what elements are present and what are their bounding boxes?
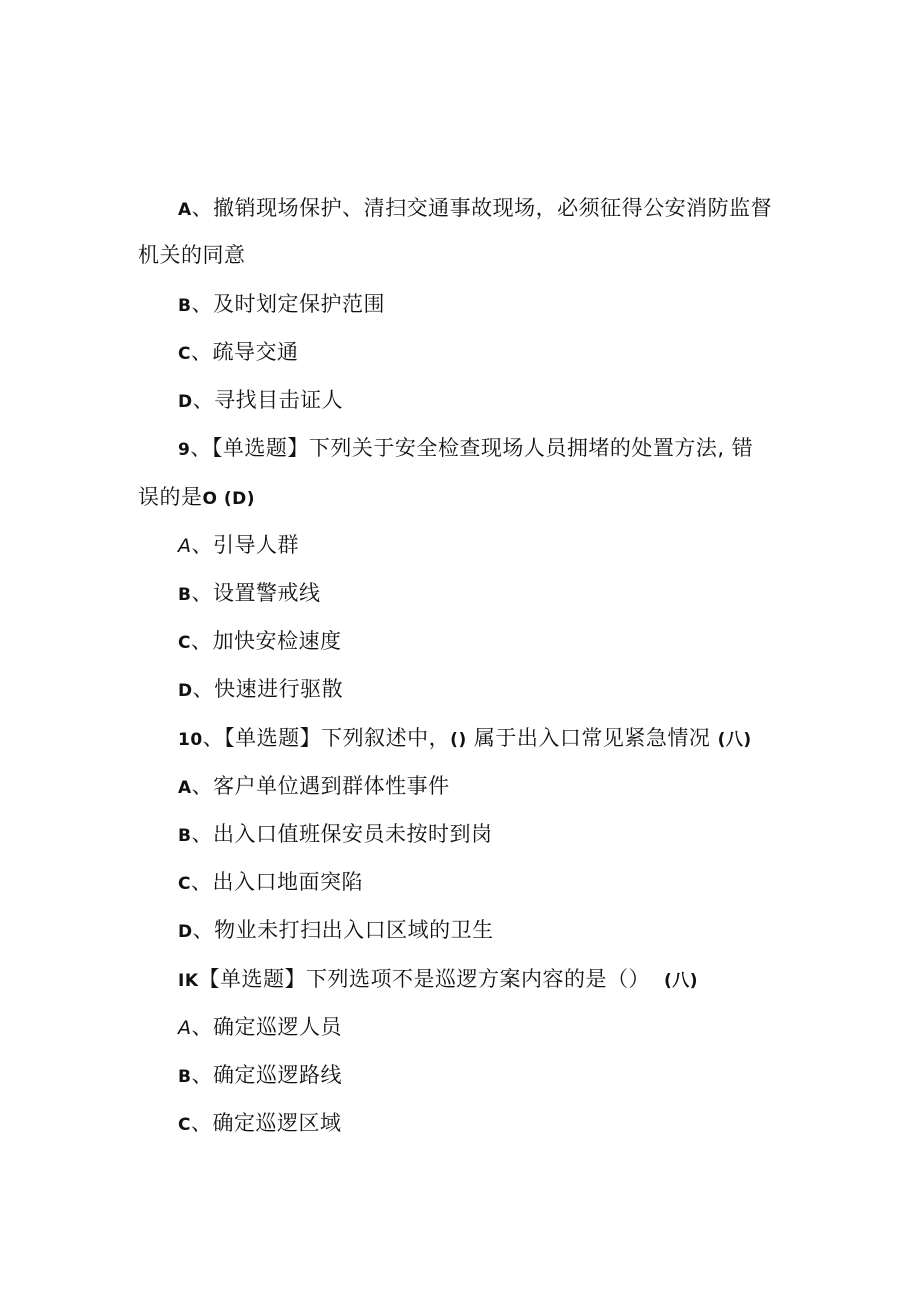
option-text: 确定巡逻路线 (212, 1063, 342, 1087)
separator: 、 (191, 822, 213, 846)
answer-marker: O (D) (202, 489, 256, 509)
option-line-a (178, 1013, 342, 1042)
question-text: 【单选题】下列关于安全检查现场人员拥堵的处置方法, 错 (211, 436, 754, 460)
option-line-d (178, 386, 343, 416)
option-text: 客户单位遇到群体性事件 (213, 774, 450, 798)
answer-marker: (八) (717, 730, 752, 750)
option-text: 出入口值班保安员未按时到岗 (212, 822, 493, 846)
option-line-c (178, 338, 298, 368)
option-text: 机关的同意 (138, 243, 246, 267)
question-text: 误的是 (138, 485, 203, 509)
question-text: 【单选题】下列叙述中， (224, 726, 451, 750)
option-line-a (178, 531, 299, 560)
option-label: B (178, 296, 192, 316)
option-text: 出入口地面突陷 (212, 870, 363, 894)
separator: 、 (191, 292, 213, 316)
question-number: 9 (178, 440, 191, 460)
option-label: D (178, 922, 193, 942)
separator: 、 (192, 918, 215, 942)
option-line-c (178, 627, 341, 657)
option-label: B (178, 826, 192, 846)
option-text: 撤销现场保护、清扫交通事故现场，必须征得公安消防监督 (213, 196, 773, 220)
option-line-b (178, 290, 385, 320)
option-text: 加快安检速度 (212, 629, 342, 653)
separator: 、 (191, 1063, 213, 1087)
answer-marker: (八) (664, 971, 699, 991)
separator: 、 (190, 1111, 213, 1135)
option-text: 物业未打扫出入口区域的卫生 (214, 918, 494, 942)
continuation-line (138, 483, 255, 513)
separator: 、 (191, 774, 214, 798)
separator: 、 (191, 581, 213, 605)
separator: 、 (191, 533, 213, 557)
option-line-a (178, 772, 450, 802)
separator: 、 (192, 677, 215, 701)
question-text: 属于出入口常见紧急情况 (466, 726, 718, 750)
option-label: A (178, 1017, 192, 1039)
option-text: 快速进行驱散 (214, 677, 344, 701)
blank-marker: () (450, 730, 467, 750)
option-text: 及时划定保护范围 (212, 292, 385, 316)
option-line-d (178, 675, 343, 705)
question-9 (178, 434, 753, 464)
option-text: 确定巡逻人员 (213, 1015, 342, 1039)
separator: 、 (202, 726, 225, 750)
option-label: C (178, 1115, 191, 1135)
option-text: 确定巡逻区域 (212, 1111, 342, 1135)
question-number: IK (178, 971, 199, 991)
separator: 、 (190, 436, 212, 460)
question-number: 10 (178, 730, 203, 750)
separator: 、 (191, 196, 214, 220)
option-label: A (178, 535, 192, 557)
option-text: 设置警戒线 (212, 581, 321, 605)
option-label: A (178, 778, 192, 798)
option-label: D (178, 392, 193, 412)
continuation-line (138, 241, 246, 269)
option-label: C (178, 633, 191, 653)
option-line-d (178, 916, 494, 946)
option-text: 疏导交通 (212, 340, 299, 364)
option-label: C (178, 344, 191, 364)
option-label: D (178, 681, 193, 701)
option-label: A (178, 200, 192, 220)
separator: 、 (191, 1015, 213, 1039)
option-text: 寻找目击证人 (214, 388, 344, 412)
option-label: B (178, 585, 192, 605)
option-line-b (178, 1061, 342, 1091)
separator: 、 (190, 870, 213, 894)
option-line-b (178, 579, 320, 609)
separator: 、 (190, 340, 213, 364)
option-label: C (178, 874, 191, 894)
option-label: B (178, 1067, 192, 1087)
question-text: 【单选题】下列选项不是巡逻方案内容的是（） (198, 967, 650, 991)
separator: 、 (190, 629, 213, 653)
option-line-c (178, 868, 363, 898)
question-11 (178, 965, 698, 995)
question-10 (178, 724, 752, 754)
option-text: 引导人群 (213, 533, 299, 557)
option-line-b (178, 820, 492, 850)
option-line-c (178, 1109, 341, 1139)
option-line-a (178, 194, 772, 224)
separator: 、 (192, 388, 215, 412)
